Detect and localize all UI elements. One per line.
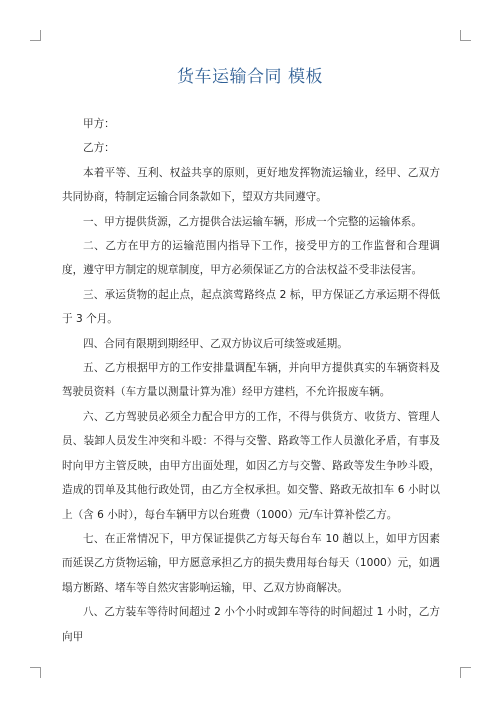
clause-5: 五、乙方根据甲方的工作安排量调配车辆，并向甲方提供真实的车辆资料及驾驶员资料（车方量以测量计算为准）经甲方建档，不允许报废车辆。 [62, 362, 440, 399]
clause-1: 一、甲方提供货源，乙方提供合法运输车辆，形成一个完整的运输体系。 [83, 215, 422, 228]
document-body [62, 112, 440, 649]
preamble-paragraph: 本着平等、互利、权益共享的原则，更好地发挥物流运输业，经甲、乙双方共同协商，特制定运输合同条款如下，望双方共同遵守。 [62, 166, 440, 204]
crop-mark-top-right [460, 30, 471, 41]
party-b-line: 乙方： [83, 142, 115, 155]
document-title: 货车运输合同 模板 [177, 67, 323, 87]
clause-4: 四、合同有限期到期经甲、乙双方协议后可续签或延期。 [83, 337, 348, 350]
clause-7: 七、在正常情况下，甲方保证提供乙方每天每台车 10 趟以上，如甲方因素而延误乙方货物运输，甲方愿意承担乙方的损失费用每台每天（1000）元，如遇塌方断路、堵车等自然灾害影响运输，甲、乙双方协商解决。 [62, 532, 440, 594]
clause-6: 六、乙方驾驶员必须全力配合甲方的工作，不得与供货方、收货方、管理人员、装卸人员发生冲突和斗殴：不得与交警、路政等工作人员激化矛盾，有事及时向甲方主管反映，由甲方出面处理，如因乙方与交警、路政等发生争吵斗殴，造成的罚单及其他行政处罚，由乙方全权承担。如交警、路政无故扣车 6 小时以上（含 6 小时），每台车辆甲方以台班费（1000）元/车计算补偿乙方。 [62, 410, 440, 521]
crop-mark-bottom-right [460, 667, 471, 678]
clause-2: 二、乙方在甲方的运输范围内指导下工作，接受甲方的工作监督和合理调度，遵守甲方制定的规章制度，甲方必须保证乙方的合法权益不受非法侵害。 [62, 240, 440, 277]
party-a-line: 甲方： [83, 118, 115, 130]
crop-mark-top-left [30, 30, 41, 41]
clause-8: 八、乙方装车等待时间超过 2 小个小时或卸车等待的时间超过 1 小时，乙方向甲 [62, 606, 440, 643]
crop-mark-bottom-left [30, 667, 41, 678]
clause-3: 三、承运货物的起止点，起点滨莺路终点 2 标，甲方保证乙方承运期不得低于 3 个月。 [62, 288, 440, 326]
